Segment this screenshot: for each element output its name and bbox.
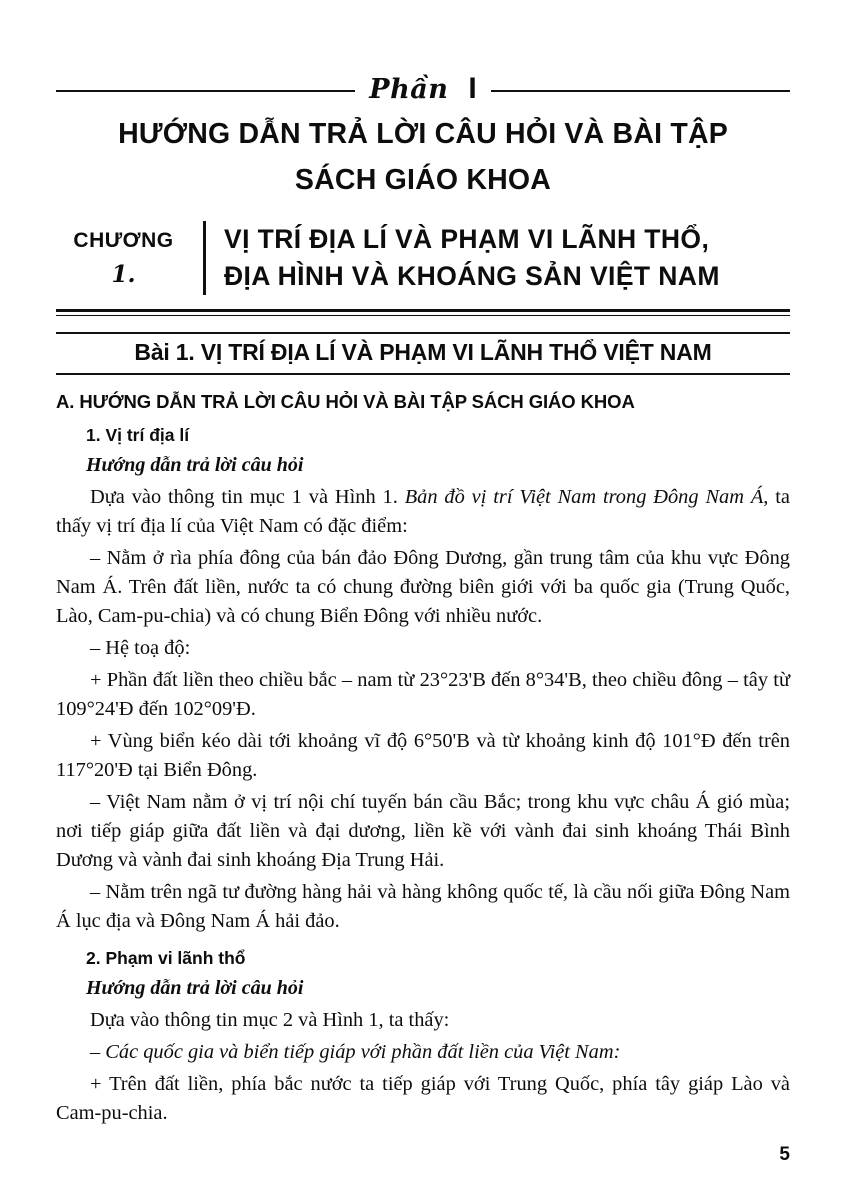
chapter-block: [56, 221, 790, 295]
part-word: Phần: [369, 73, 449, 105]
part-rule-right: [491, 90, 790, 92]
paragraph-8: Dựa vào thông tin mục 2 và Hình 1, ta thấy:: [90, 1008, 450, 1031]
chapter-number: 1.: [111, 260, 136, 288]
paragraph-10: + Trên đất liền, phía bắc nước ta tiếp giáp với Trung Quốc, phía tây giáp Lào và Cam-pu-chia.: [56, 1072, 790, 1124]
subsection-2-heading: 2. Phạm vi lãnh thổ: [86, 947, 246, 968]
paragraph-intro-1: [56, 483, 790, 541]
chapter-title: [206, 221, 790, 295]
section-a-heading: A. HƯỚNG DẪN TRẢ LỜI CÂU HỎI VÀ BÀI TẬP SÁCH GIÁO KHOA: [56, 391, 635, 413]
paragraph-intro-1-part-a: Dựa vào thông tin mục 1 và Hình 1.: [90, 486, 405, 509]
lesson-banner: [56, 332, 790, 375]
page-number: 5: [779, 1144, 790, 1165]
paragraph-9: – Các quốc gia và biển tiếp giáp với phần đất liền của Việt Nam:: [90, 1040, 621, 1063]
guide-heading-2: Hướng dẫn trả lời câu hỏi: [86, 976, 304, 999]
part-number: I: [468, 72, 477, 105]
chapter-label: [56, 221, 206, 295]
lesson-banner-title: Bài 1. VỊ TRÍ ĐỊA LÍ VÀ PHẠM VI LÃNH THỔ VIỆT NAM: [134, 339, 712, 366]
paragraph-intro-1-figure-title: Bản đồ vị trí Việt Nam trong Đông Nam Á: [404, 486, 764, 509]
chapter-title-line-1: VỊ TRÍ ĐỊA LÍ VÀ PHẠM VI LÃNH THỔ,: [224, 224, 710, 255]
paragraph-4: + Phần đất liền theo chiều bắc – nam từ 23°23'B đến 8°34'B, theo chiều đông – tây từ 109°24'Đ đến 102°09'Đ.: [56, 669, 790, 721]
section-divider: [56, 309, 790, 316]
paragraph-6: – Việt Nam nằm ở vị trí nội chí tuyến bán cầu Bắc; trong khu vực châu Á gió mùa; nơi tiếp giáp giữa đất liền và đại dương, liền kề với vành đai sinh khoáng Thái Bình Dương và vành đai sinh khoáng Địa Trung Hải.: [56, 791, 790, 872]
subsection-1-heading: 1. Vị trí địa lí: [86, 425, 190, 446]
paragraph-2: – Nằm ở rìa phía đông của bán đảo Đông Dương, gần trung tâm của khu vực Đông Nam Á. Trên đất liền, nước ta có chung đường biên giới với ba quốc gia (Trung Quốc, Lào, Cam-pu-chia) và có chung Biển Đông với nhiều nước.: [56, 547, 790, 628]
paragraph-3: – Hệ toạ độ:: [90, 637, 191, 660]
part-title-line-2: SÁCH GIÁO KHOA: [294, 163, 552, 196]
paragraph-5: + Vùng biển kéo dài tới khoảng vĩ độ 6°50'B và từ khoảng kinh độ 101°Đ đến trên 117°20'Đ tại Biển Đông.: [56, 730, 790, 782]
paragraph-7: – Nằm trên ngã tư đường hàng hải và hàng không quốc tế, là cầu nối giữa Đông Nam Á lục địa và Đông Nam Á hải đảo.: [56, 881, 790, 932]
part-title-line-1: HƯỚNG DẪN TRẢ LỜI CÂU HỎI VÀ BÀI TẬP: [118, 118, 728, 150]
chapter-word: CHƯƠNG: [73, 228, 174, 252]
part-header: [56, 72, 790, 106]
part-rule-left: [56, 90, 355, 92]
guide-heading-1: Hướng dẫn trả lời câu hỏi: [86, 454, 304, 477]
chapter-title-line-2: ĐỊA HÌNH VÀ KHOÁNG SẢN VIỆT NAM: [224, 261, 720, 292]
paragraph-intro-1-part-c: , ta thấy vị trí địa lí của Việt Nam có đặc điểm:: [56, 486, 790, 538]
